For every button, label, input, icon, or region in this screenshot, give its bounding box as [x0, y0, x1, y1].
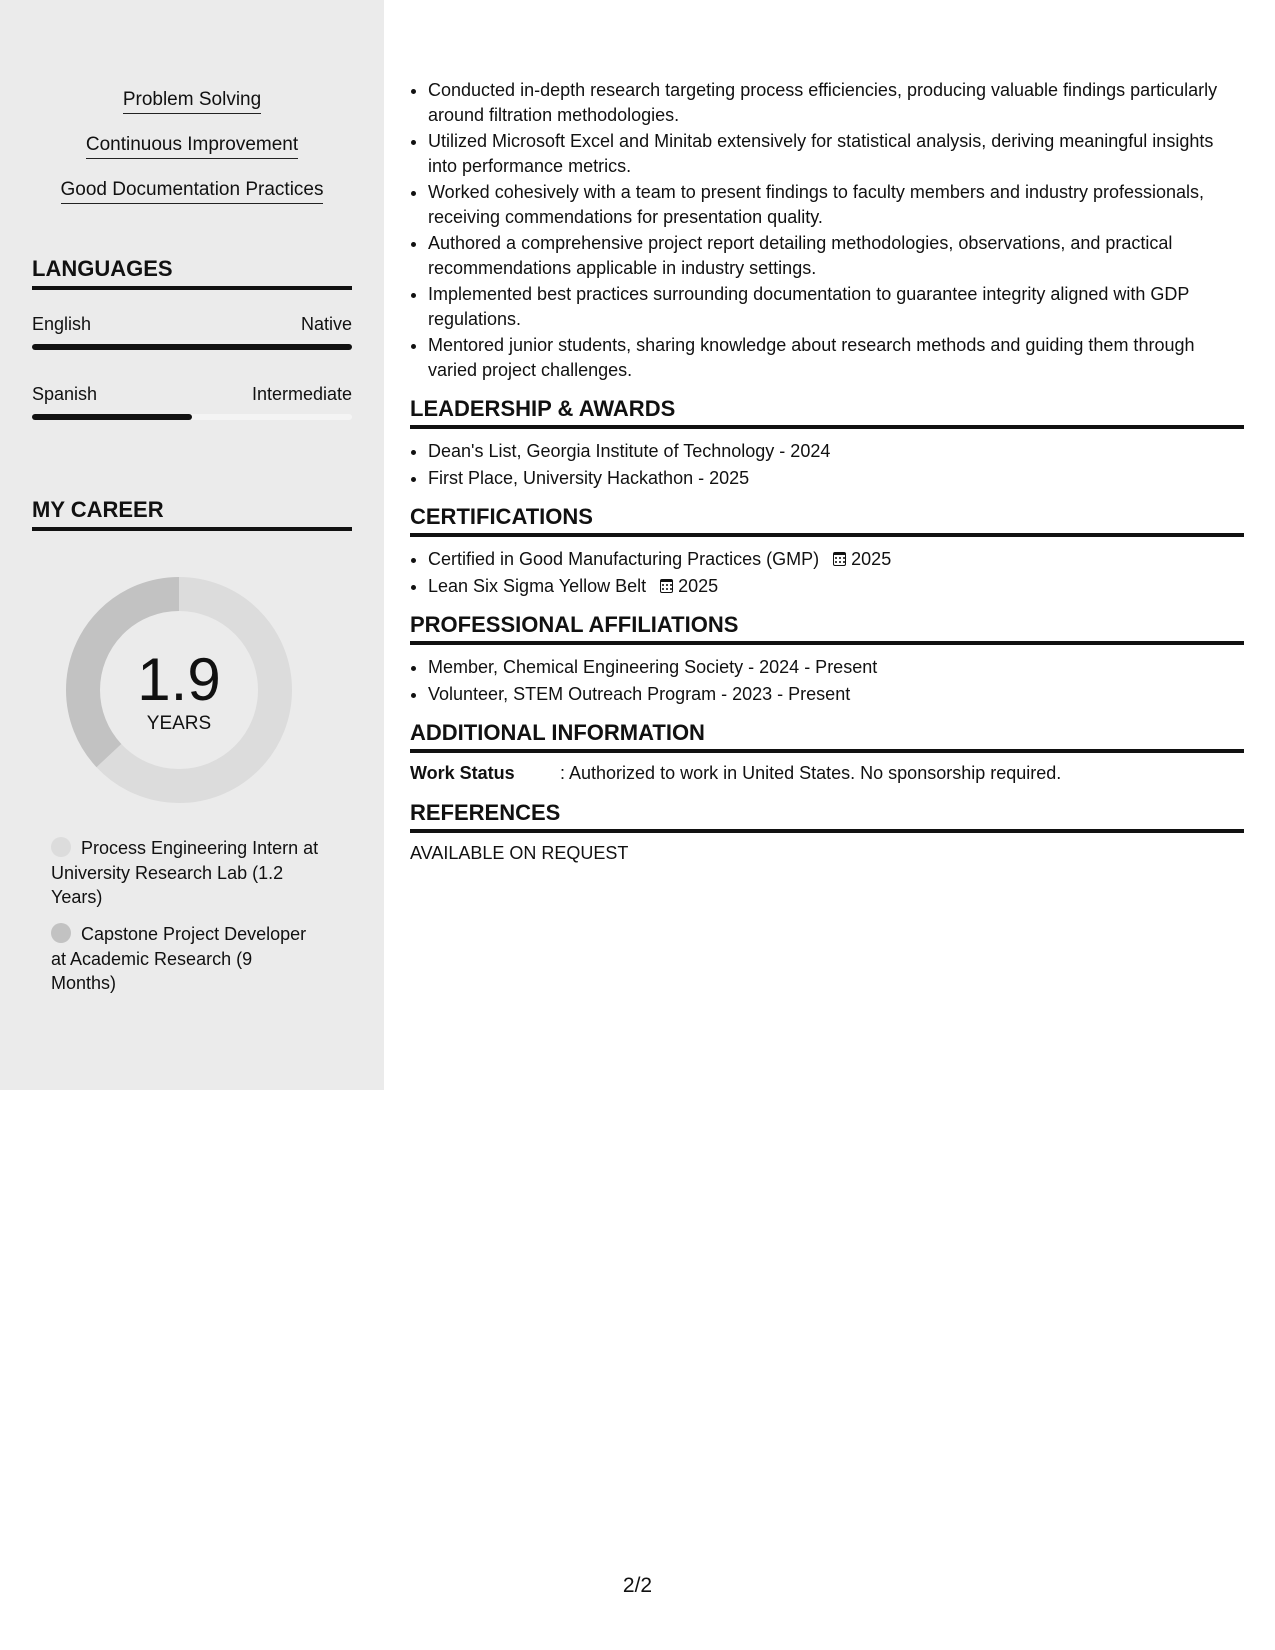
list-item: • Conducted in-depth research targeting process efficiencies, producing valuable findings particularly around filtration methodologies. [428, 78, 1244, 127]
work-status-row [410, 763, 1244, 784]
leadership-heading: LEADERSHIP & AWARDS [410, 396, 1244, 429]
certifications-list [410, 547, 1244, 598]
language-bar-fill [32, 414, 192, 420]
language-level: Native [300, 314, 352, 334]
additional-info-heading: ADDITIONAL INFORMATION [410, 720, 1244, 753]
list-item: • Volunteer, STEM Outreach Program - 2023 - Present [428, 682, 1244, 707]
leadership-list [410, 439, 1244, 490]
legend-dot [51, 837, 71, 857]
list-item: • First Place, University Hackathon - 2025 [428, 466, 1244, 491]
language-name: English [32, 314, 92, 334]
career-legend-text: Capstone Project Developer at Academic Research (9 Months) [51, 924, 307, 993]
language-bar-fill [32, 344, 352, 350]
list-item [428, 574, 1244, 599]
career-legend-item [51, 922, 321, 996]
affiliations-heading: PROFESSIONAL AFFILIATIONS [410, 612, 1244, 645]
references-text: AVAILABLE ON REQUEST [410, 843, 629, 863]
languages-heading: LANGUAGES [32, 256, 352, 290]
page-number: 2/2 [622, 1574, 653, 1597]
references-heading: REFERENCES [410, 800, 1244, 833]
certification-year: 2025 [678, 575, 719, 596]
language-level: Intermediate [251, 384, 352, 404]
language-name: Spanish [32, 384, 98, 404]
list-item: • Dean's List, Georgia Institute of Technology - 2024 [428, 439, 1244, 464]
work-status-value: : Authorized to work in United States. No sponsorship required. [560, 763, 1062, 783]
calendar-icon [660, 579, 673, 593]
list-item: • Worked cohesively with a team to present findings to faculty members and industry professionals, receiving commendations for presentation quality. [428, 180, 1244, 229]
skill-tag: Continuous Improvement [0, 134, 384, 159]
career-total-years: 1.9 [137, 646, 221, 713]
experience-bullets [410, 78, 1244, 382]
certification-name: Certified in Good Manufacturing Practices (GMP) [428, 549, 820, 569]
skill-tag: Good Documentation Practices [0, 179, 384, 204]
list-item: • Utilized Microsoft Excel and Minitab extensively for statistical analysis, deriving meaningful insights into performance metrics. [428, 129, 1244, 178]
list-item: • Authored a comprehensive project report detailing methodologies, observations, and practical recommendations applicable in industry settings. [428, 231, 1244, 280]
language-row [32, 384, 352, 405]
sidebar [0, 0, 384, 1090]
career-total-unit: YEARS [146, 713, 212, 734]
career-heading: MY CAREER [32, 497, 352, 531]
legend-dot [51, 923, 71, 943]
list-item: • Member, Chemical Engineering Society - 2024 - Present [428, 655, 1244, 680]
certifications-heading: CERTIFICATIONS [410, 504, 1244, 537]
language-row [32, 314, 352, 335]
career-legend-item [51, 836, 321, 910]
language-bar [32, 344, 352, 350]
list-item: • Mentored junior students, sharing knowledge about research methods and guiding them through varied project challenges. [428, 333, 1244, 382]
career-legend-text: Process Engineering Intern at University Research Lab (1.2 Years) [51, 838, 319, 907]
certification-name: Lean Six Sigma Yellow Belt [428, 575, 647, 596]
work-status-label: Work Status [410, 763, 515, 783]
list-item: • Implemented best practices surrounding documentation to guarantee integrity aligned with GDP regulations. [428, 282, 1244, 331]
certification-year: 2025 [851, 549, 892, 569]
skill-tag: Problem Solving [0, 89, 384, 114]
list-item [428, 547, 1244, 572]
affiliations-list [410, 655, 1244, 706]
calendar-icon [833, 552, 846, 566]
main-content [410, 78, 1244, 864]
language-bar [32, 414, 352, 420]
